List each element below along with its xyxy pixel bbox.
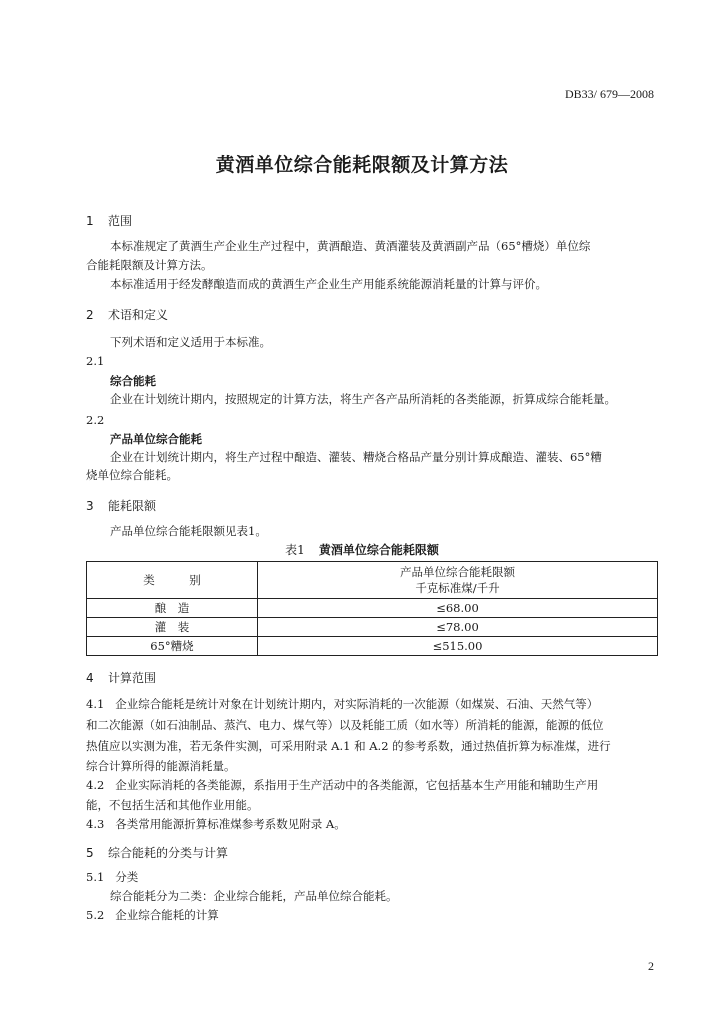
section-title: 能耗限额 [108, 499, 157, 513]
table-header-cell: 类 别 [87, 562, 258, 599]
paragraph-line: 下列术语和定义适用于本标准。 [110, 335, 271, 349]
paragraph-line: 企业在计划统计期内，按照规定的计算方法，将生产各产品所消耗的各类能源，折算成综合能耗量。 [110, 392, 616, 406]
table-row [87, 599, 658, 618]
table-cell-category: 灌 装 [87, 618, 258, 637]
paragraph-line: 烧单位综合能耗。 [86, 468, 178, 482]
document-code: DB33/ 679—2008 [564, 87, 654, 101]
section-number: 2 [86, 308, 94, 322]
table-cell-category: 酿 造 [87, 599, 258, 618]
clause-number: 4.3 [86, 817, 105, 831]
clause-number: 4.1 [86, 697, 105, 711]
section-2-heading [86, 306, 168, 323]
energy-limit-table [86, 561, 658, 656]
table-row [87, 618, 658, 637]
section-number: 3 [86, 499, 94, 513]
clause-number: 2.2 [86, 413, 105, 427]
paragraph-line: 综合能耗分为二类：企业综合能耗，产品单位综合能耗。 [110, 889, 398, 903]
clause-text: 各类常用能源折算标准煤参考系数见附录 A。 [115, 817, 346, 831]
table-cell-category: 65°糟烧 [87, 637, 258, 656]
table-cell-limit: ≤68.00 [258, 599, 658, 618]
term-title: 产品单位综合能耗 [110, 432, 202, 446]
paragraph-line: 综合计算所得的能源消耗量。 [86, 759, 236, 773]
paragraph-line [86, 815, 346, 834]
paragraph-line: 热值应以实测为准，若无条件实测，可采用附录 A.1 和 A.2 的参考系数，通过热值折算为标准煤，进行 [86, 739, 611, 753]
paragraph-line: 合能耗限额及计算方法。 [86, 258, 213, 272]
section-title: 术语和定义 [108, 308, 169, 322]
clause-title: 企业综合能耗的计算 [115, 908, 219, 922]
table-title: 黄酒单位综合能耗限额 [318, 543, 439, 557]
section-5-heading [86, 844, 228, 861]
clause-text: 企业实际消耗的各类能源，系指用于生产活动中的各类能源，它包括基本生产用能和辅助生产用 [115, 778, 599, 792]
paragraph-line [86, 695, 598, 714]
clause-number: 2.1 [86, 354, 105, 368]
page-title: 黄酒单位综合能耗限额及计算方法 [215, 154, 509, 176]
clause-title: 分类 [115, 870, 139, 884]
table-cell-limit: ≤78.00 [258, 618, 658, 637]
paragraph-line: 产品单位综合能耗限额见表1。 [110, 524, 267, 538]
clause-number: 5.2 [86, 908, 105, 922]
section-3-heading [86, 497, 156, 514]
term-title: 综合能耗 [110, 374, 156, 388]
table-cell-limit: ≤515.00 [258, 637, 658, 656]
paragraph-line [86, 906, 219, 925]
paragraph-line [86, 868, 138, 887]
section-number: 1 [86, 214, 94, 228]
section-title: 综合能耗的分类与计算 [108, 846, 229, 860]
paragraph-line: 本标准规定了黄酒生产企业生产过程中，黄酒酿造、黄酒灌装及黄酒副产品（65°槽烧）单位综 [110, 239, 591, 253]
clause-number: 5.1 [86, 870, 105, 884]
clause-text: 企业综合能耗是统计对象在计划统计期内，对实际消耗的一次能源（如煤炭、石油、天然气等） [115, 697, 599, 711]
paragraph-line: 企业在计划统计期内，将生产过程中酿造、灌装、糟烧合格品产量分别计算成酿造、灌装、65°糟 [110, 450, 602, 464]
paragraph-line [86, 776, 598, 795]
paragraph-line: 和二次能源（如石油制品、蒸汽、电力、煤气等）以及耗能工质（如水等）所消耗的能源，能源的低位 [86, 718, 604, 732]
header-line: 千克标准煤/千升 [415, 581, 500, 595]
clause-number: 4.2 [86, 778, 105, 792]
section-4-heading [86, 669, 156, 686]
header-line: 产品单位综合能耗限额 [400, 565, 515, 579]
section-number: 5 [86, 846, 94, 860]
section-title: 范围 [108, 214, 133, 228]
table-row [87, 637, 658, 656]
section-1-heading [86, 212, 132, 229]
table-caption [0, 541, 724, 558]
section-number: 4 [86, 671, 94, 685]
table-number: 表1 [285, 543, 305, 557]
paragraph-line: 本标准适用于经发酵酿造而成的黄酒生产企业生产用能系统能源消耗量的计算与评价。 [110, 277, 547, 291]
table-header-cell [258, 562, 658, 599]
table-header-row [87, 562, 658, 599]
section-title: 计算范围 [108, 671, 157, 685]
page-number: 2 [648, 959, 654, 973]
paragraph-line: 能，不包括生活和其他作业用能。 [86, 798, 259, 812]
